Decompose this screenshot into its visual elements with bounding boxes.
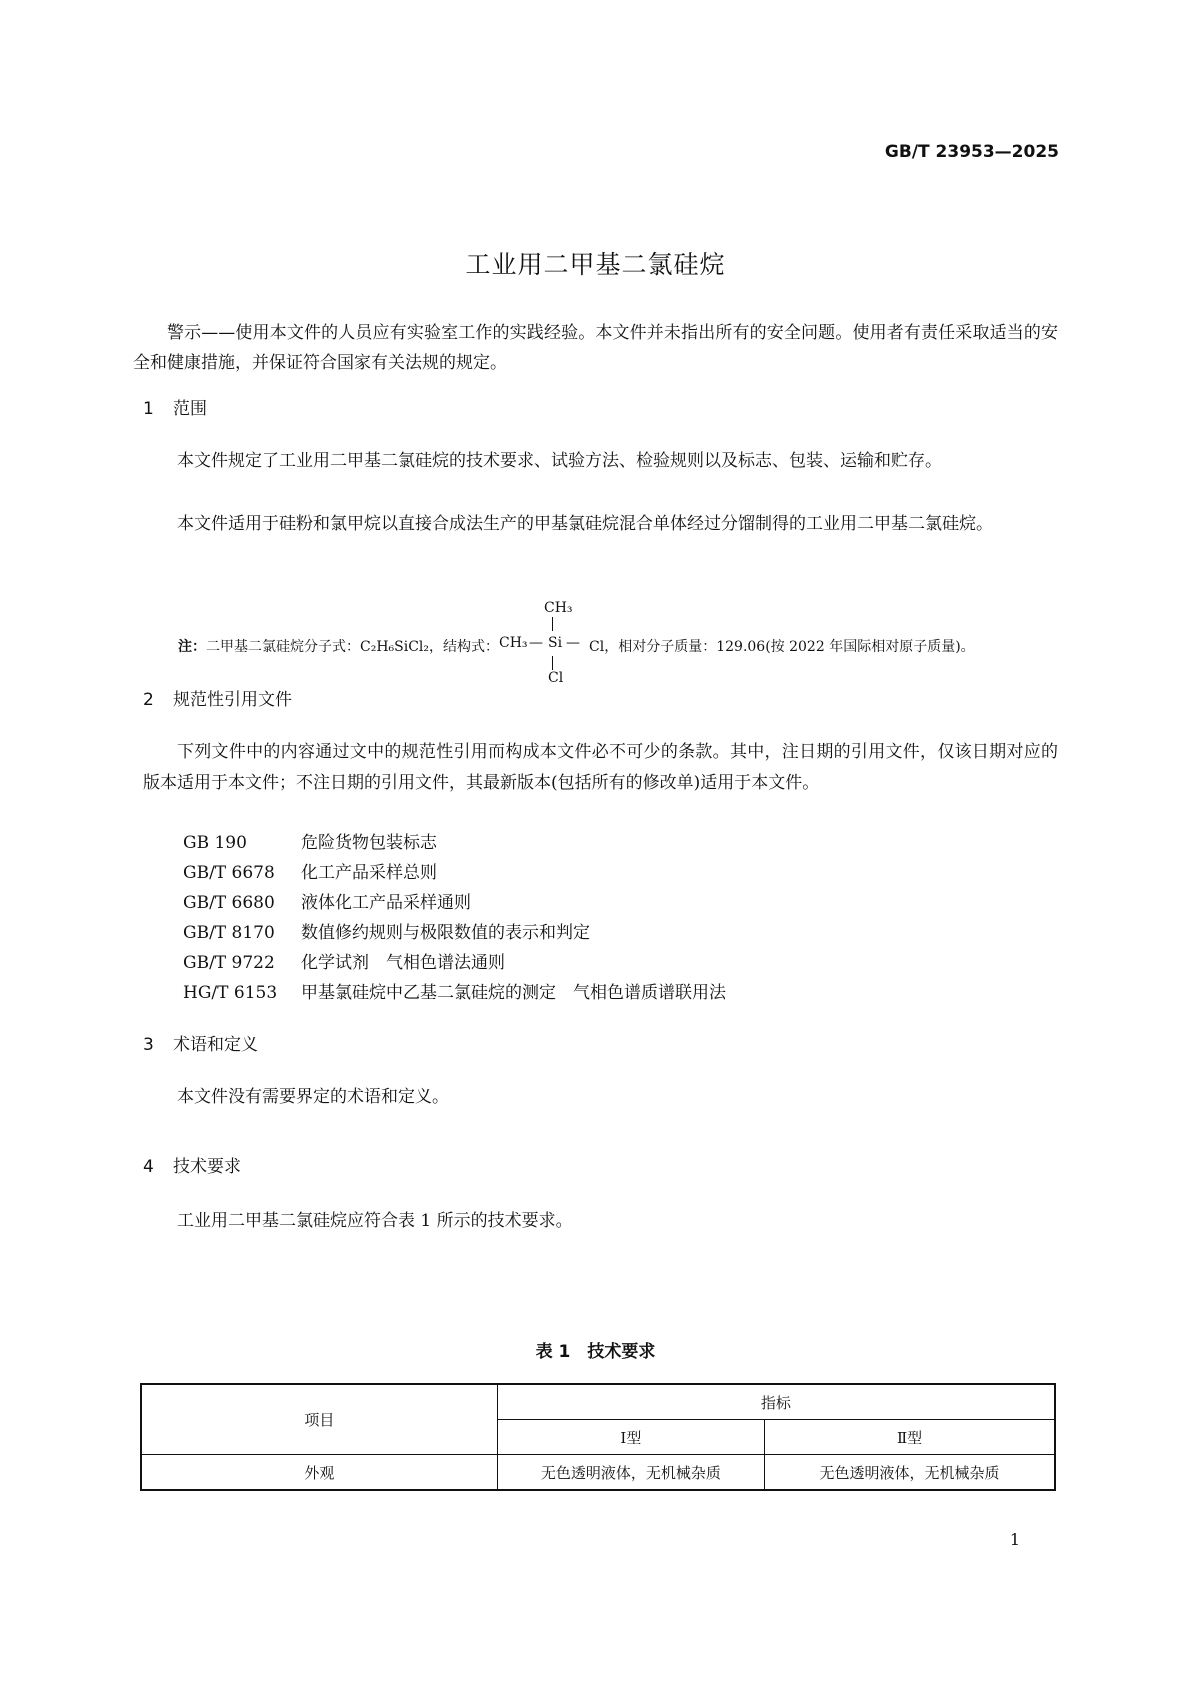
section-heading-normative-references — [143, 685, 292, 710]
section-number: 2 — [143, 690, 154, 710]
reference-title: 数值修约规则与极限数值的表示和判定 — [301, 923, 590, 943]
header-cell-index: 指标 — [497, 1384, 1055, 1420]
reference-title: 液体化工产品采样通则 — [301, 893, 471, 913]
struct-bond-left: — — [529, 635, 544, 651]
requirements-paragraph: 工业用二甲基二氯硅烷应符合表 1 所示的技术要求。 — [177, 1211, 573, 1231]
requirements-table — [140, 1383, 1056, 1491]
section-heading-scope — [143, 394, 207, 419]
terms-paragraph: 本文件没有需要界定的术语和定义。 — [177, 1087, 449, 1107]
struct-cl-bottom: Cl — [548, 670, 564, 686]
reference-title: 甲基氯硅烷中乙基二氯硅烷的测定 气相色谱质谱联用法 — [301, 983, 726, 1003]
cell-type1: 无色透明液体，无机械杂质 — [497, 1455, 764, 1491]
struct-bond-top — [552, 617, 553, 631]
table-header-row — [141, 1384, 1055, 1420]
scope-paragraph-1: 本文件规定了工业用二甲基二氯硅烷的技术要求、试验方法、检验规则以及标志、包装、运输和贮存。 — [177, 451, 942, 471]
structural-formula — [499, 600, 581, 686]
struct-cl-right: Cl — [589, 639, 605, 655]
section-title: 规范性引用文件 — [173, 690, 292, 710]
warning-paragraph: 警示——使用本文件的人员应有实验室工作的实践经验。本文件并未指出所有的安全问题。使用者有责任采取适当的安全和健康措施，并保证符合国家有关法规的规定。 — [133, 323, 1058, 373]
section-title: 技术要求 — [173, 1157, 241, 1177]
section-heading-terms — [143, 1030, 258, 1055]
reference-item — [183, 918, 590, 943]
reference-title: 化学试剂 气相色谱法通则 — [301, 953, 505, 973]
reference-item — [183, 858, 437, 883]
reference-code: HG/T 6153 — [183, 983, 278, 1003]
note-text-post: ，相对分子质量：129.06(按 2022 年国际相对原子质量)。 — [604, 639, 975, 655]
references-paragraph: 下列文件中的内容通过文中的规范性引用而构成本文件必不可少的条款。其中，注日期的引用文件，仅该日期对应的版本适用于本文件；不注日期的引用文件，其最新版本(包括所有的修改单)适用于本文件。 — [143, 742, 1058, 793]
reference-title: 化工产品采样总则 — [301, 863, 437, 883]
reference-code: GB 190 — [183, 833, 247, 853]
reference-code: GB/T 6680 — [183, 893, 275, 913]
struct-ch3-left: CH₃ — [499, 635, 528, 651]
section-heading-technical-requirements — [143, 1152, 241, 1177]
reference-code: GB/T 6678 — [183, 863, 275, 883]
struct-si: Si — [548, 635, 563, 651]
section-title: 范围 — [173, 399, 207, 419]
reference-item — [183, 978, 726, 1003]
scope-paragraph-2: 本文件适用于硅粉和氯甲烷以直接合成法生产的甲基氯硅烷混合单体经过分馏制得的工业用二甲基二氯硅烷。 — [177, 514, 993, 534]
page-number: 1 — [1009, 1530, 1020, 1549]
document-title: 工业用二甲基二氯硅烷 — [465, 250, 726, 279]
cell-item: 外观 — [141, 1455, 497, 1491]
note-text-pre: 二甲基二氯硅烷分子式：C₂H₆SiCl₂，结构式： — [206, 639, 500, 655]
reference-title: 危险货物包装标志 — [301, 833, 437, 853]
reference-code: GB/T 8170 — [183, 923, 275, 943]
section-title: 术语和定义 — [173, 1035, 258, 1055]
header-cell-item: 项目 — [141, 1384, 497, 1455]
section-number: 1 — [143, 399, 154, 419]
table-row — [141, 1455, 1055, 1491]
note-label: 注： — [178, 639, 206, 655]
cell-type2: 无色透明液体，无机械杂质 — [765, 1455, 1055, 1491]
standard-number: GB/T 23953—2025 — [884, 142, 1059, 162]
table-caption: 表 1 技术要求 — [535, 1342, 656, 1362]
reference-item — [183, 948, 505, 973]
struct-bond-right: — — [566, 635, 581, 651]
reference-code: GB/T 9722 — [183, 953, 275, 973]
reference-item — [183, 888, 471, 913]
section-number: 4 — [143, 1157, 154, 1177]
header-cell-type1: Ⅰ型 — [497, 1420, 764, 1455]
section-number: 3 — [143, 1035, 154, 1055]
formula-note — [178, 600, 975, 686]
header-cell-type2: Ⅱ型 — [765, 1420, 1055, 1455]
struct-ch3-top: CH₃ — [544, 600, 573, 616]
struct-bond-bottom — [552, 656, 553, 670]
reference-item — [183, 828, 437, 853]
